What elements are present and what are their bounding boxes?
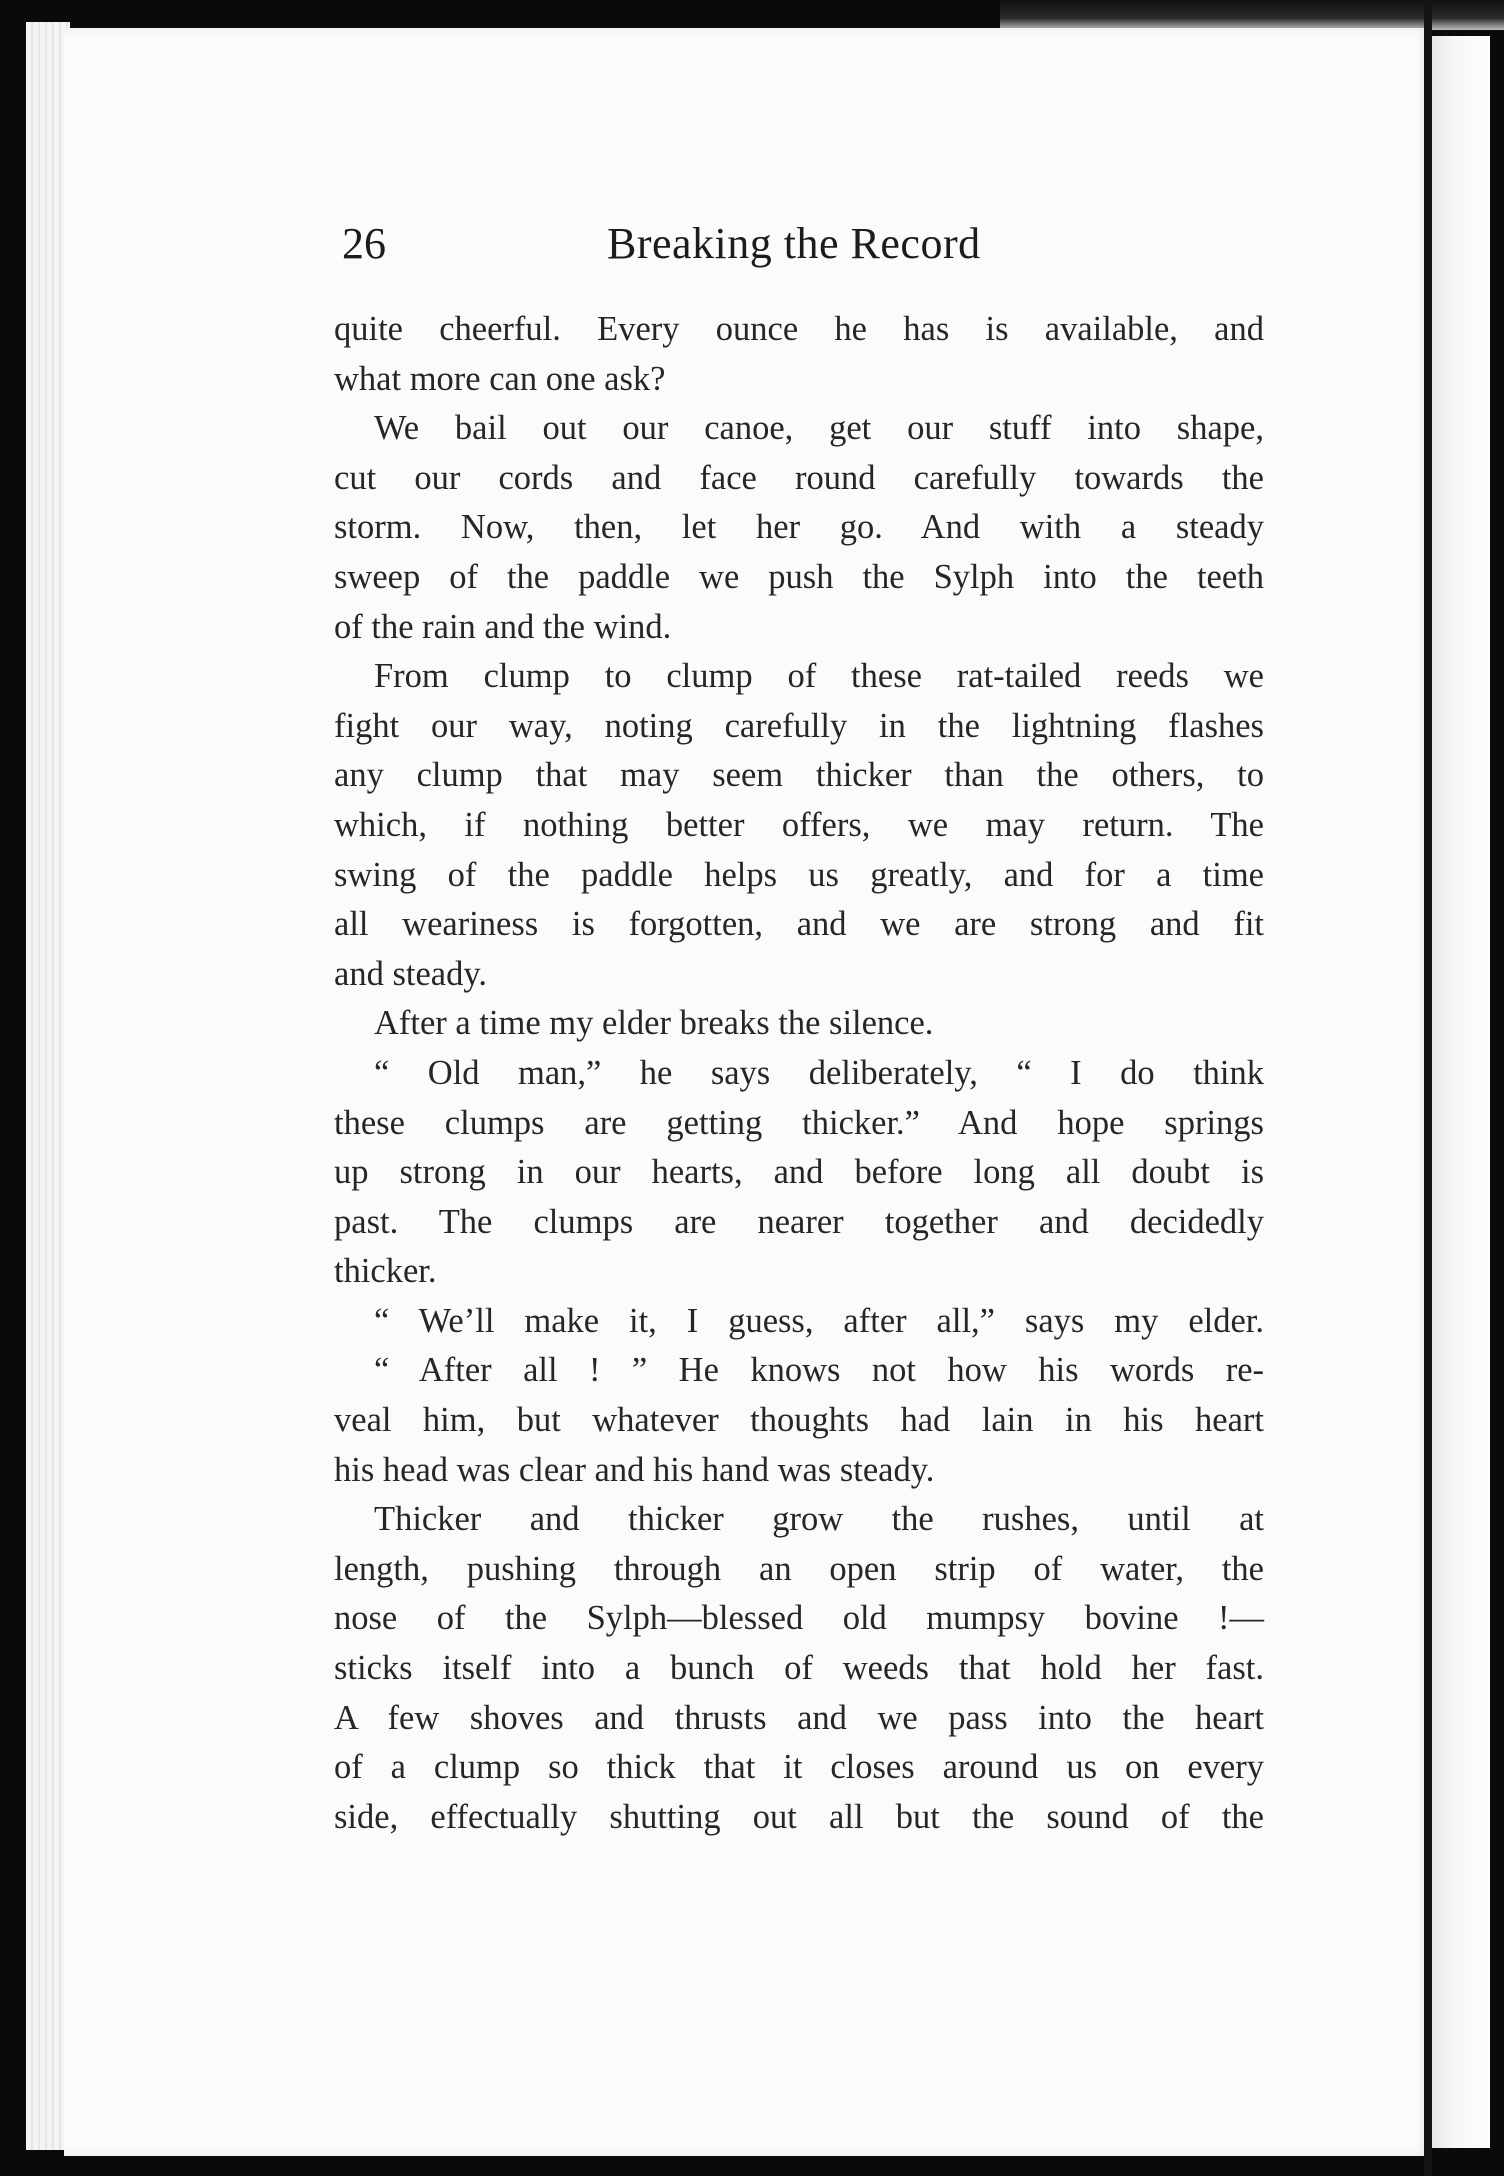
text-line: past. The clumps are nearer together and decidedly — [334, 1202, 1264, 1241]
page-number: 26 — [342, 219, 386, 268]
text-line: thicker. — [334, 1252, 437, 1291]
text-line: Thicker and thicker grow the rushes, until at — [374, 1500, 1264, 1539]
text-line: quite cheerful. Every ounce he has is available, and — [334, 310, 1264, 348]
text-line: which, if nothing better offers, we may return. The — [334, 805, 1264, 844]
text-line: of a clump so thick that it closes around us on every — [334, 1748, 1264, 1787]
text-line: side, effectually shutting out all but the sound of the — [334, 1797, 1264, 1836]
text-line: and steady. — [334, 954, 487, 993]
page-header — [342, 212, 1272, 282]
text-line: “ After all ! ” He knows not how his words re- — [374, 1351, 1264, 1390]
text-line: After a time my elder breaks the silence. — [374, 1004, 934, 1043]
text-line: storm. Now, then, let her go. And with a steady — [334, 508, 1264, 547]
text-line: nose of the Sylph—blessed old mumpsy bovine !— — [334, 1599, 1264, 1638]
text-line: We bail out our canoe, get our stuff into shape, — [374, 409, 1264, 448]
text-line: cut our cords and face round carefully towards the — [334, 458, 1264, 497]
text-line: From clump to clump of these rat-tailed reeds we — [374, 657, 1264, 696]
text-line: sweep of the paddle we push the Sylph into the teeth — [334, 557, 1264, 596]
text-line: of the rain and the wind. — [334, 607, 672, 646]
text-line: “ Old man,” he says deliberately, “ I do think — [374, 1053, 1264, 1092]
text-line: up strong in our hearts, and before long all doubt is — [334, 1153, 1264, 1192]
text-line: what more can one ask? — [334, 359, 666, 398]
text-line: these clumps are getting thicker.” And hope springs — [334, 1103, 1264, 1142]
text-line: A few shoves and thrusts and we pass into the heart — [334, 1698, 1264, 1737]
text-line: any clump that may seem thicker than the others, to — [334, 756, 1264, 795]
text-line: “ We’ll make it, I guess, after all,” says my elder. — [374, 1301, 1264, 1340]
text-line: fight our way, noting carefully in the lightning flashes — [334, 706, 1264, 745]
text-line: veal him, but whatever thoughts had lain in his heart — [334, 1401, 1264, 1440]
text-line: all weariness is forgotten, and we are strong and fit — [334, 905, 1264, 944]
running-head: Breaking the Record — [607, 219, 981, 268]
text-line: sticks itself into a bunch of weeds that hold her fast. — [334, 1649, 1264, 1688]
text-line: length, pushing through an open strip of water, the — [334, 1549, 1264, 1588]
text-line: swing of the paddle helps us greatly, and for a time — [334, 855, 1264, 894]
body-text — [334, 305, 1264, 1842]
text-line: his head was clear and his hand was steady. — [334, 1450, 935, 1489]
book-gutter — [1424, 0, 1432, 2176]
facing-page — [1432, 36, 1490, 2148]
